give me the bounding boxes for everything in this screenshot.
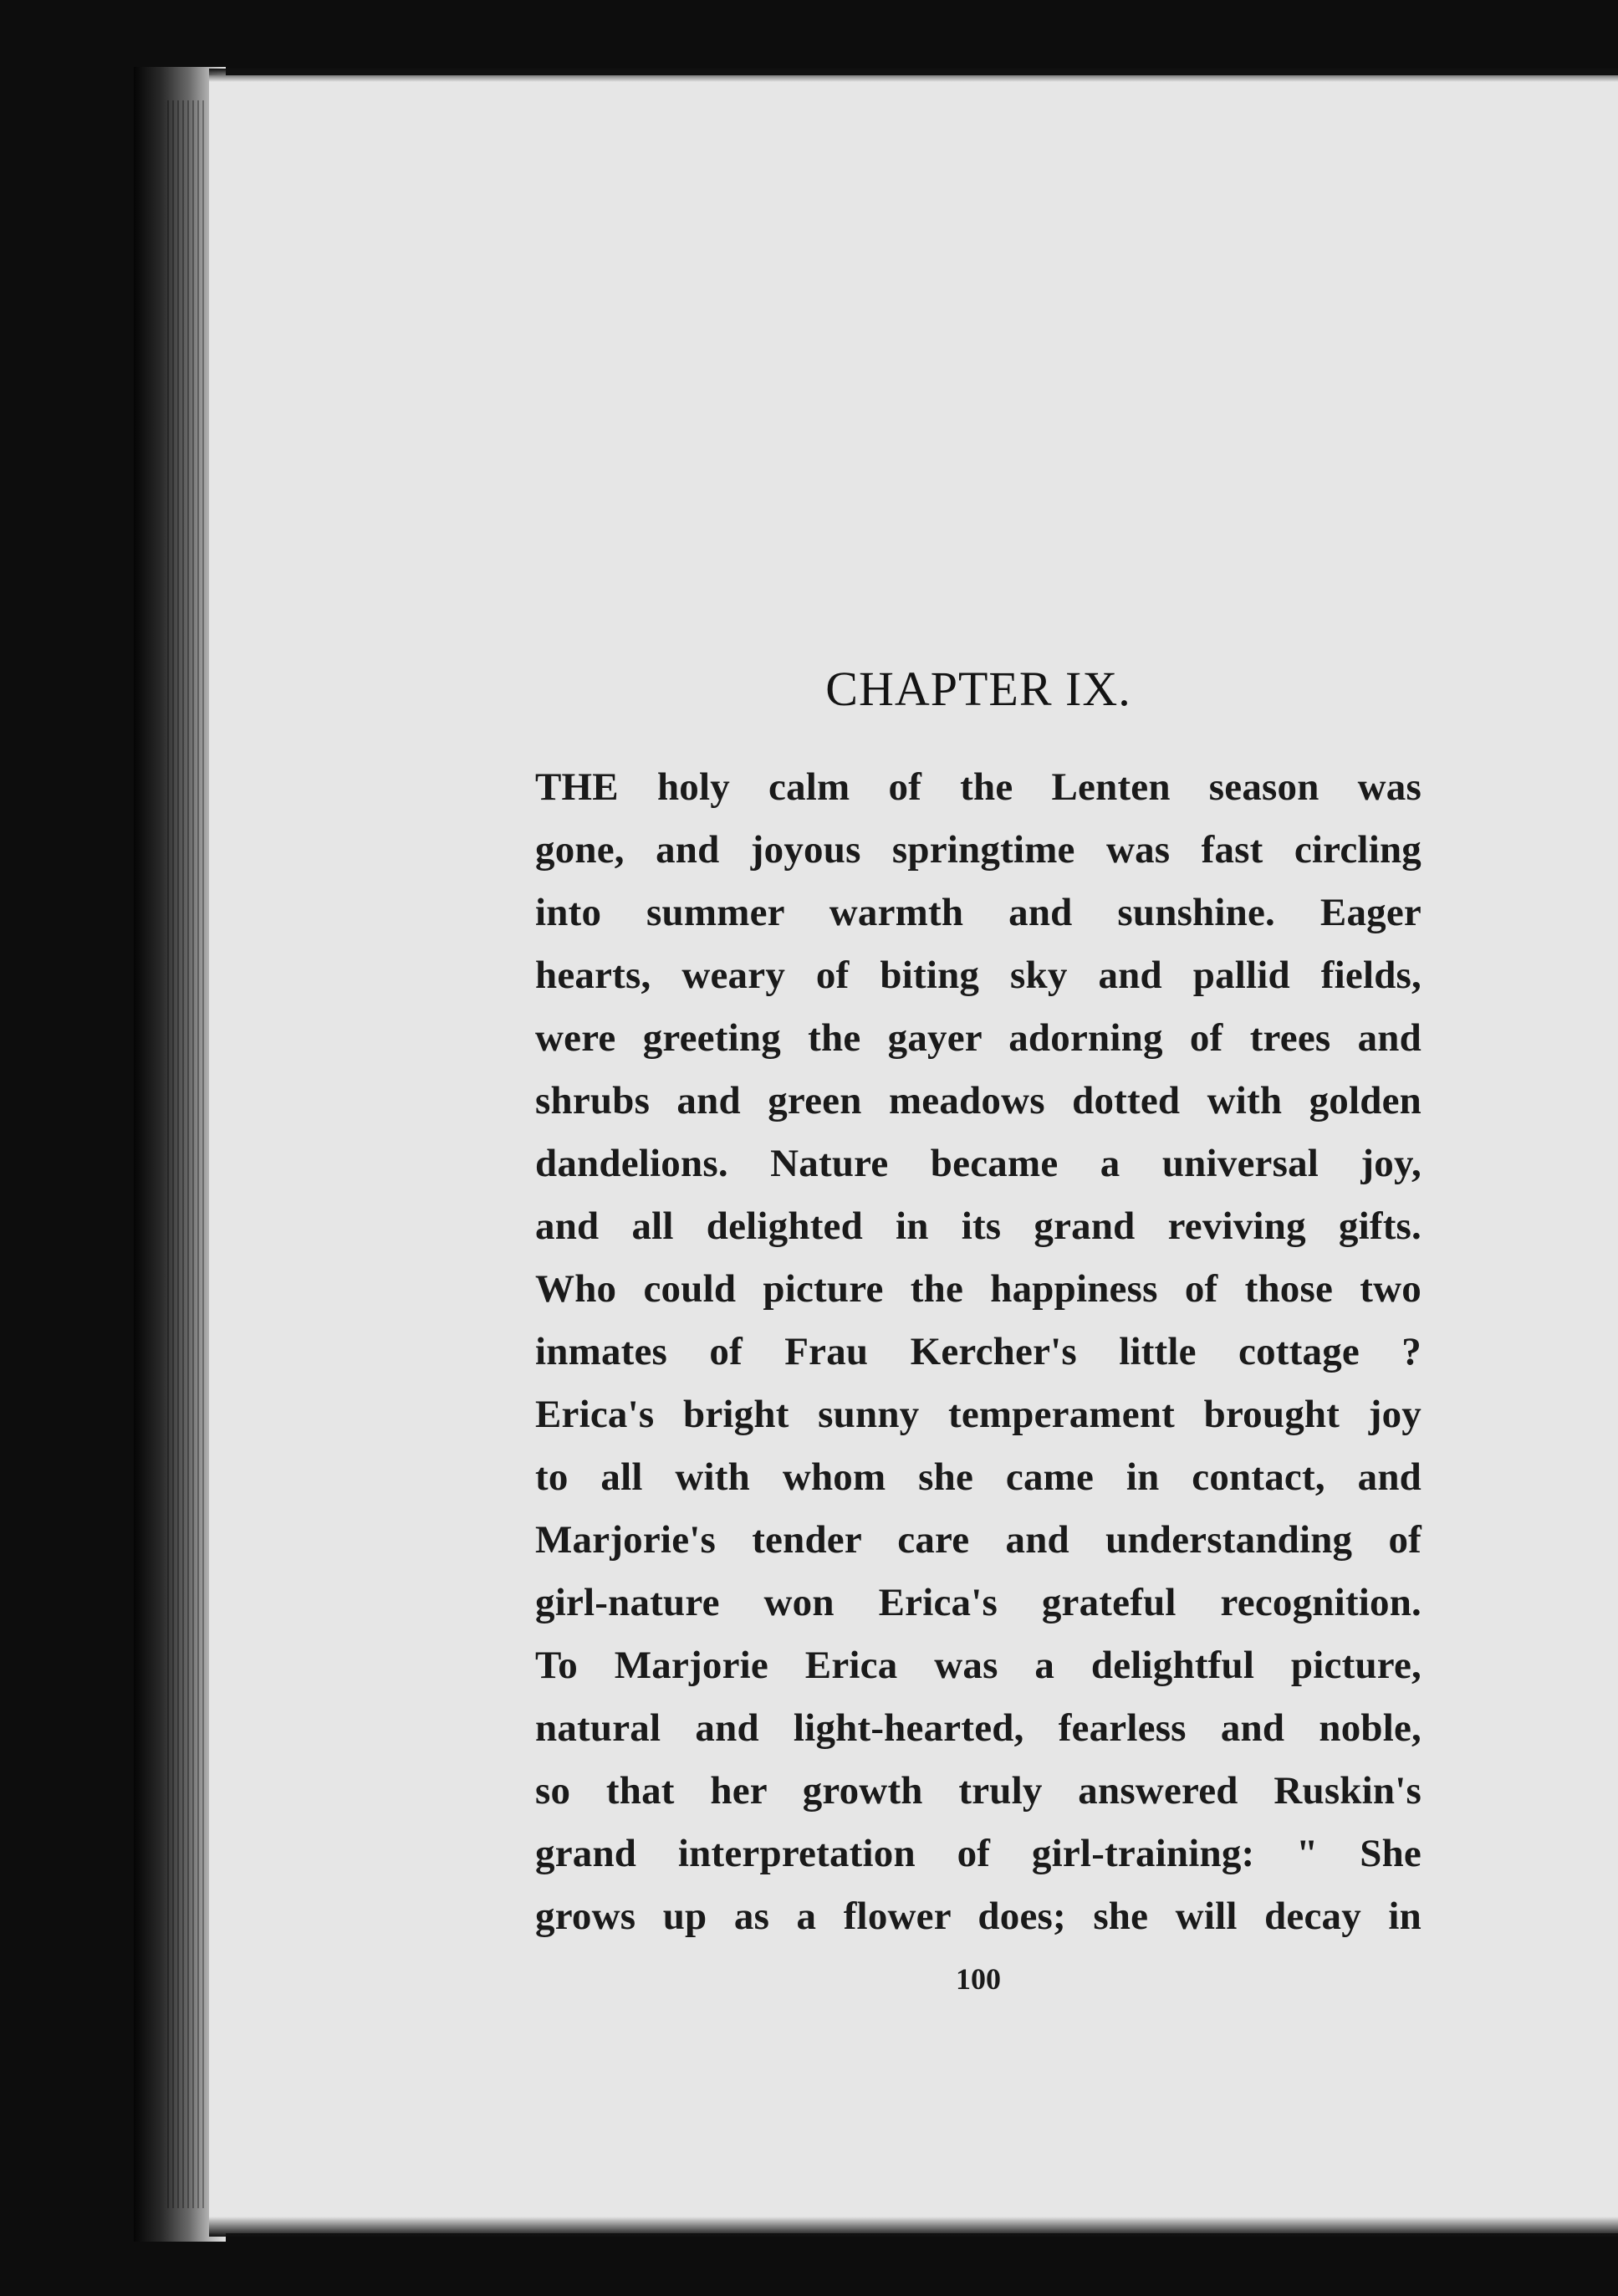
text-line: hearts, weary of biting sky and pallid fields, <box>535 954 1421 997</box>
text-line: and all delighted in its grand reviving gifts. <box>535 1204 1421 1248</box>
text-line: to all with whom she came in contact, and <box>535 1455 1421 1499</box>
text-line: To Marjorie Erica was a delightful picture, <box>535 1644 1421 1687</box>
page-edges <box>167 100 205 2208</box>
text-line: grows up as a flower does; she will decay in <box>535 1895 1421 1938</box>
text-line: dandelions. Nature became a universal joy, <box>535 1142 1421 1185</box>
chapter-title: CHAPTER IX. <box>825 662 1131 716</box>
text-line: Erica's bright sunny temperament brought joy <box>535 1393 1421 1436</box>
body-text <box>535 756 1421 1948</box>
text-line: shrubs and green meadows dotted with golden <box>535 1079 1421 1122</box>
text-line: grand interpretation of girl-training: " She <box>535 1832 1421 1875</box>
text-line: gone, and joyous springtime was fast circling <box>535 828 1421 872</box>
text-line: Marjorie's tender care and understanding of <box>535 1518 1421 1562</box>
text-line: were greeting the gayer adorning of trees and <box>535 1016 1421 1060</box>
page-number: 100 <box>956 1962 1001 1996</box>
text-line: into summer warmth and sunshine. Eager <box>535 891 1421 934</box>
text-line: so that her growth truly answered Ruskin's <box>535 1769 1421 1813</box>
text-line: THE holy calm of the Lenten season was <box>535 765 1421 809</box>
text-line: Who could picture the happiness of those two <box>535 1267 1421 1311</box>
bottom-shadow <box>209 2217 1618 2237</box>
text-line: inmates of Frau Kercher's little cottage ? <box>535 1330 1421 1373</box>
text-line: girl-nature won Erica's grateful recognition. <box>535 1581 1421 1624</box>
text-line: natural and light-hearted, fearless and noble, <box>535 1706 1421 1750</box>
top-shadow <box>209 69 1618 82</box>
